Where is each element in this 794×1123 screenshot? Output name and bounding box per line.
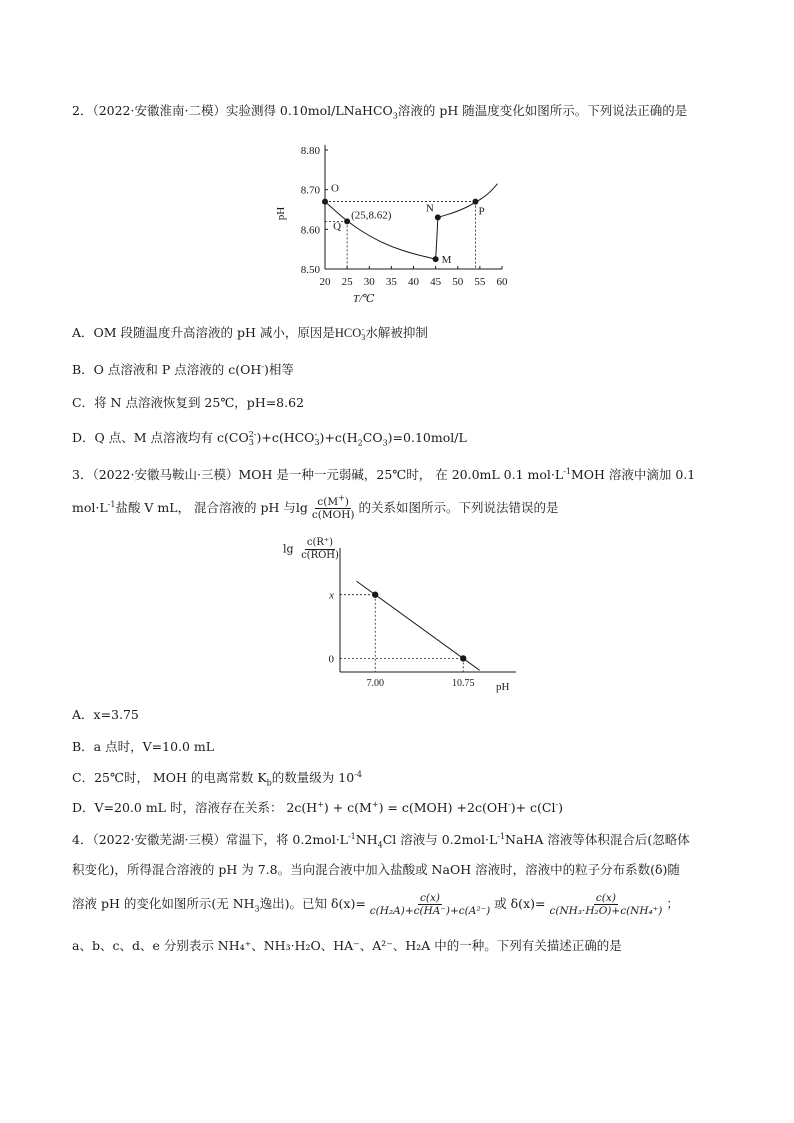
q2-x-axis-label: T/℃ xyxy=(353,293,375,305)
q2-annotation: (25,8.62) xyxy=(351,209,392,222)
q2-x-tick-label: 30 xyxy=(363,276,375,288)
q2-x-tick-label: 20 xyxy=(319,276,331,288)
q2-option-c: C．将 N 点溶液恢复到 25℃，pH=8.62 xyxy=(72,395,305,410)
q4-stem-line2: 积变化)，所得混合溶液的 pH 为 7.8。当向混合液中加入盐酸或 NaOH 溶液时，溶液中的粒子分布系数(δ)随 xyxy=(72,862,680,877)
q3-point xyxy=(460,655,466,661)
q3-stem-line1: 3．（2022·安徽马鞍山·三模）MOH 是一种一元弱碱，25℃时， 在 20.0mL 0.1 $mol\cdot L^{-1}MOH$ 溶液中滴加 0.1 xyxy=(72,466,696,482)
q2-x-tick-label: 40 xyxy=(408,276,419,288)
q3-point xyxy=(372,592,378,598)
q2-x-tick-label: 50 xyxy=(452,276,464,288)
q2-y-tick-label: 8.70 xyxy=(300,184,320,197)
q3-option-a: A．x=3.75 xyxy=(72,707,139,722)
q2-point-P xyxy=(472,199,478,205)
q3-y-tick-label: x xyxy=(329,589,334,602)
q2-curve-N-P xyxy=(438,184,498,218)
q2-option-d: D．Q 点、M 点溶液均有 c(CO 2- 3 )+c(HCO - 3 )$+c(H_2CO_3)=0.10mol/L$ xyxy=(72,429,467,448)
q3-y-axis-label: lg $\frac{c(R^+)}{\text{c(ROH)}}$ xyxy=(283,537,339,561)
q2-point-O xyxy=(322,199,328,205)
q2-point-Q xyxy=(344,218,350,224)
q3-fraction: $\frac{c(M^+)}{\text{c(MOH)}}$ xyxy=(311,493,355,521)
q2-y-axis-label: pH xyxy=(275,206,287,221)
q2-y-tick-label: 8.80 xyxy=(300,145,320,157)
q4-stem-line4: a、b、c、d、e 分别表示 NH₄⁺、NH₃·H₂O、HA⁻、A²⁻、H₂A 中的一种。下列有关描述正确的是 xyxy=(72,938,622,953)
q2-option-a: A．OM 段随温度升高溶液的 pH 减小，原因是HCO - 3 水解被抑制 xyxy=(72,325,428,343)
q3-y-tick-label: 0 xyxy=(328,653,334,666)
q2-point-label-Q: Q xyxy=(333,220,342,233)
q3-option-c: C．25℃时， MOH 的电离常数 $K_b$的数量级为 $10^{-4}$ xyxy=(72,769,362,788)
q2-point-M xyxy=(433,256,439,262)
q2-point-label-N: N xyxy=(425,202,434,215)
q3-x-tick-label: 7.00 xyxy=(366,678,384,689)
q2-point-label-P: P xyxy=(478,205,485,218)
q2-y-tick-label: 8.50 xyxy=(300,264,320,276)
q3-x-axis-label: pH xyxy=(496,681,510,693)
q2-x-tick-label: 55 xyxy=(474,276,486,288)
q2-x-tick-label: 35 xyxy=(385,276,397,288)
q2-x-tick-label: 45 xyxy=(430,276,442,288)
q4-fraction-2: $\frac{c(x)}{\text{c(NH₃·H₂O)+c(NH₄⁺)}}$ xyxy=(549,892,663,917)
q2-stem: 2．（2022·安徽淮南·二模）实验测得 0.10mol/LNaHCO$_3$溶液的 pH 随温度变化如图所示。下列说法正确的是 xyxy=(72,103,688,121)
q3-option-d: D．V=20.0 mL 时，溶液存在关系： 2c(H+) + c(M+) = c(MOH) +2c(OH-)+ c(Cl-) xyxy=(72,799,564,815)
q4-stem-line1: 4．（2022·安徽芜湖·三模）常温下，将 $0.2mol\cdot L^{-1}NH_4Cl$ 溶液与 $0.2mol\cdot L^{-1}NaHA$ 溶液等体积混合后(忽略体 xyxy=(72,831,690,850)
q2-option-b: B．O 点溶液和 P 点溶液的 c(OH-)相等 xyxy=(72,361,294,377)
q3-option-b: B．a 点时，V=10.0 mL xyxy=(72,739,215,754)
q2-x-tick-label: 60 xyxy=(496,276,508,288)
q3-x-tick-label: 10.75 xyxy=(451,678,475,689)
q4-stem-line3: 溶液 pH 的变化如图所示(无 $NH_3$逸出)。已知 δ(x)= $\frac{c(x)}{\text{c(H₂A)+c(HA⁻)+c(A²⁻)}}$ 或 δ(x)= $\frac{c(x)}{\text{c(NH₃·H₂O)+c(NH₄⁺)}}$ ； xyxy=(72,892,679,917)
q2-x-tick-label: 25 xyxy=(341,276,353,288)
q3-stem-line2: $mol\cdot L^{-1}$盐酸 V mL， 混合溶液的 pH 与lg $\frac{c(M^+)}{\text{c(MOH)}}$ 的关系如图所示。下列说法错误的是 xyxy=(72,493,559,521)
q2-point-label-M: M xyxy=(441,254,452,267)
q2-point-N xyxy=(435,214,441,220)
q2-curve-M-N xyxy=(436,217,438,259)
q4-fraction-1: $\frac{c(x)}{\text{c(H₂A)+c(HA⁻)+c(A²⁻)}}$ xyxy=(369,892,491,917)
q2-y-tick-label: 8.60 xyxy=(300,224,320,237)
q2-point-label-O: O xyxy=(331,182,339,195)
